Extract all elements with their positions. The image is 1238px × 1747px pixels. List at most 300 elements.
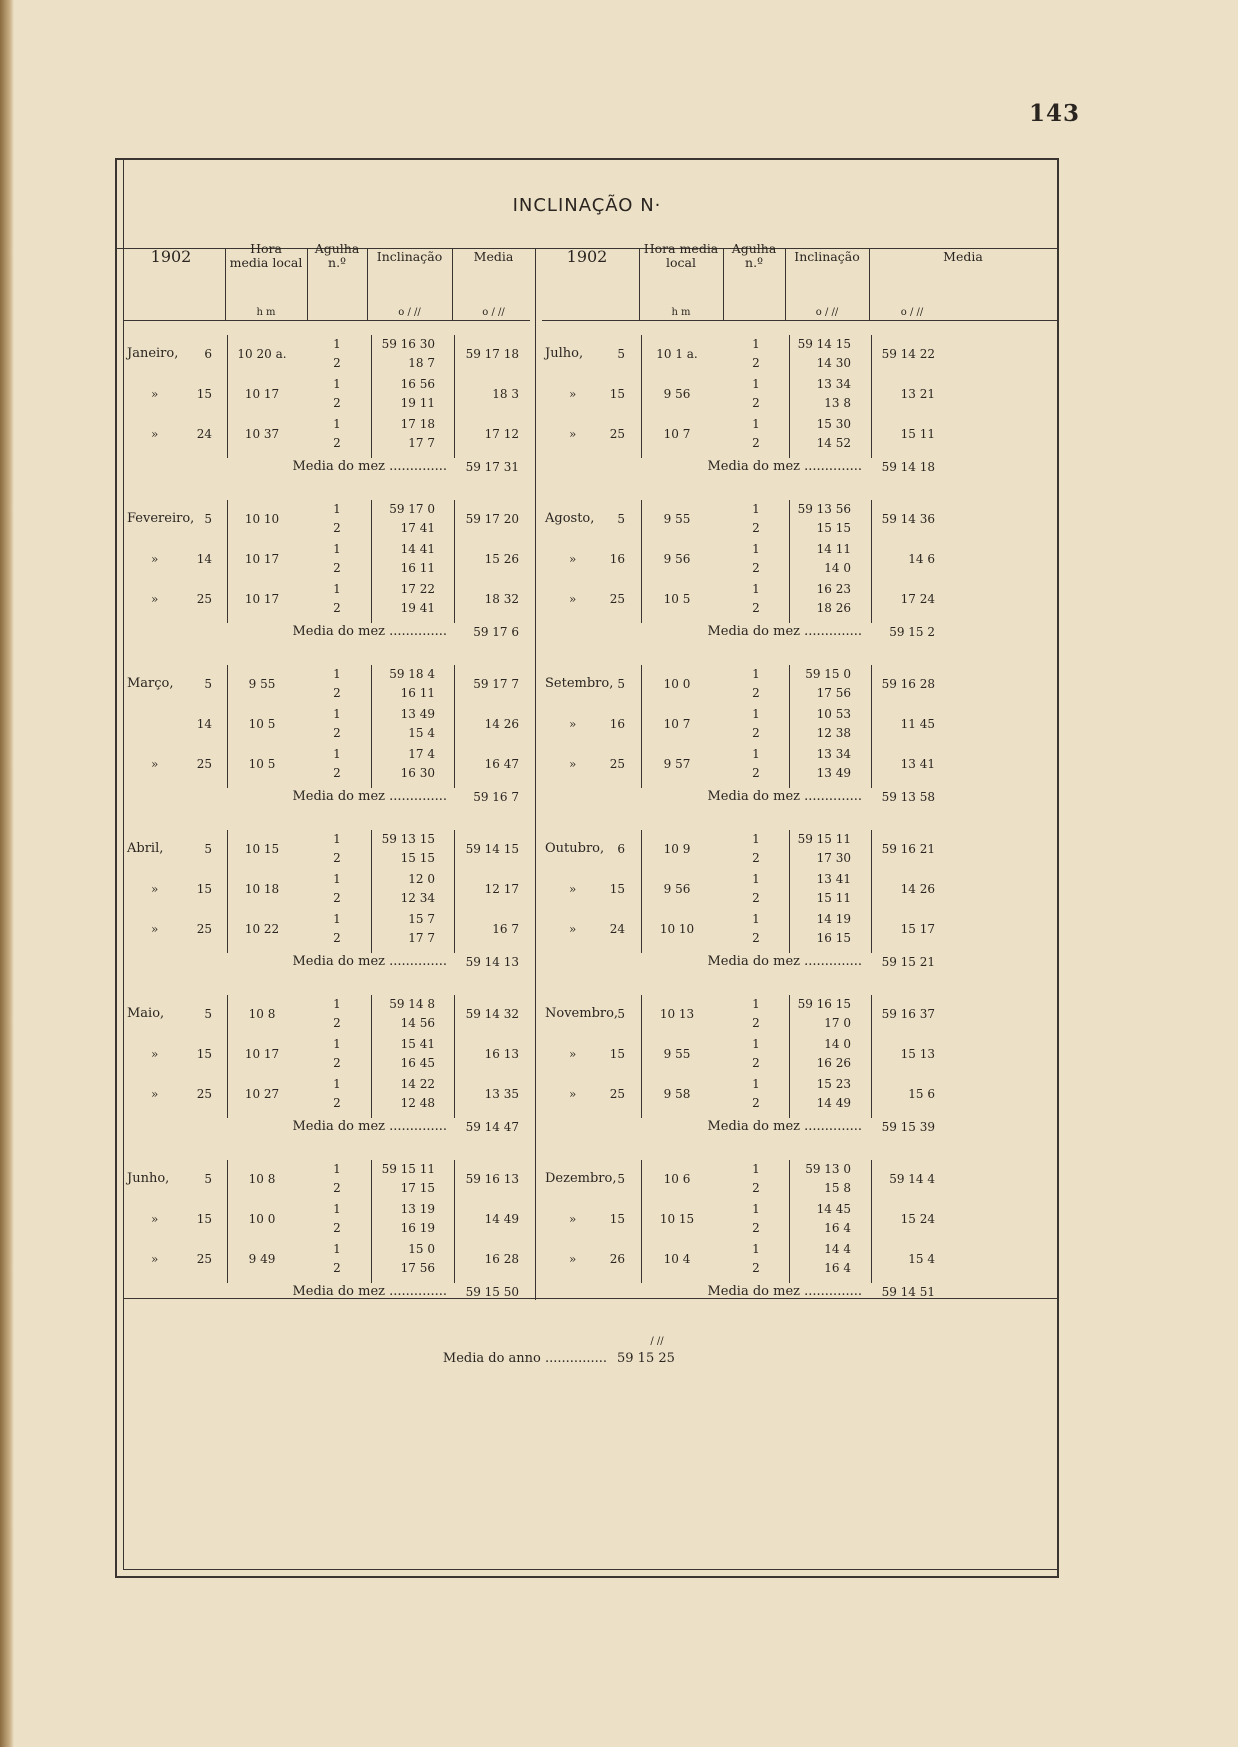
needle-left-5-0-2: 2 [333, 1181, 341, 1195]
media-right-3-2: 15 17 [900, 922, 935, 936]
media-right-0-0: 59 14 22 [881, 347, 935, 361]
hora-left-2-0: 9 55 [248, 677, 276, 691]
inclinacao-right-0-2-2: 14 52 [816, 436, 851, 450]
inclinacao-left-5-0-1: 59 15 11 [381, 1162, 435, 1176]
ditto-mark-right-0-2: » [569, 427, 577, 441]
inclinacao-right-3-2-1: 14 19 [816, 912, 851, 926]
day-right-1-1: 16 [609, 552, 625, 566]
inclinacao-left-1-2-1: 17 22 [400, 582, 435, 596]
month-name-right-3: Outubro, [545, 841, 605, 856]
month-name-left-0: Janeiro, [127, 346, 179, 361]
page-number: 143 [1028, 100, 1080, 127]
hora-right-2-0: 10 0 [663, 677, 691, 691]
media-do-mez-value-right-0: 59 14 18 [881, 460, 935, 474]
inclinacao-right-3-0-1: 59 15 11 [797, 832, 851, 846]
hora-right-4-0: 10 13 [659, 1007, 695, 1021]
inclinacao-right-5-2-2: 16 4 [824, 1261, 851, 1275]
ditto-mark-left-0-1: » [151, 387, 159, 401]
table-frame [115, 158, 1059, 1578]
media-do-mez-value-left-4: 59 14 47 [465, 1120, 519, 1134]
media-left-0-2: 17 12 [484, 427, 519, 441]
ditto-mark-left-3-2: » [151, 922, 159, 936]
day-left-4-2: 25 [196, 1087, 212, 1101]
needle-right-0-0-2: 2 [752, 356, 760, 370]
needle-right-2-1-1: 1 [752, 707, 760, 721]
needle-left-0-1-2: 2 [333, 396, 341, 410]
media-do-mez-value-right-1: 59 15 2 [889, 625, 935, 639]
day-left-0-0: 6 [204, 347, 212, 361]
needle-right-5-0-2: 2 [752, 1181, 760, 1195]
hora-right-5-2: 10 4 [663, 1252, 691, 1266]
inclinacao-right-4-2-2: 14 49 [816, 1096, 851, 1110]
needle-left-1-0-2: 2 [333, 521, 341, 535]
inclinacao-right-4-1-1: 14 0 [824, 1037, 851, 1051]
day-left-3-0: 5 [204, 842, 212, 856]
needle-right-4-0-2: 2 [752, 1016, 760, 1030]
media-do-mez-label-right-5: Media do mez .............. [707, 1284, 862, 1299]
ditto-mark-right-0-1: » [569, 387, 577, 401]
inclinacao-left-2-1-1: 13 49 [400, 707, 435, 721]
day-left-3-1: 15 [196, 882, 212, 896]
needle-right-3-0-1: 1 [752, 832, 760, 846]
anno-value: 59 15 25 [617, 1351, 675, 1366]
inclinacao-right-2-1-2: 12 38 [816, 726, 851, 740]
media-right-2-0: 59 16 28 [881, 677, 935, 691]
inclinacao-left-1-0-1: 59 17 0 [389, 502, 435, 516]
hora-right-0-1: 9 56 [663, 387, 691, 401]
header-divider-right [542, 320, 1057, 321]
hora-left-1-1: 10 17 [244, 552, 280, 566]
hora-right-4-1: 9 55 [663, 1047, 691, 1061]
media-right-1-2: 17 24 [900, 592, 935, 606]
day-left-5-1: 15 [196, 1212, 212, 1226]
day-right-4-0: 5 [617, 1007, 625, 1021]
hora-right-2-2: 9 57 [663, 757, 691, 771]
day-right-1-2: 25 [609, 592, 625, 606]
needle-right-5-2-2: 2 [752, 1261, 760, 1275]
media-left-5-1: 14 49 [484, 1212, 519, 1226]
hora-left-2-2: 10 5 [248, 757, 276, 771]
needle-right-2-0-1: 1 [752, 667, 760, 681]
hora-right-2-1: 10 7 [663, 717, 691, 731]
inclinacao-left-5-1-1: 13 19 [400, 1202, 435, 1216]
hora-right-3-1: 9 56 [663, 882, 691, 896]
ditto-mark-left-1-1: » [151, 552, 159, 566]
inclinacao-left-5-0-2: 17 15 [400, 1181, 435, 1195]
header-agulha-left: Agulha n.º [314, 241, 360, 270]
hora-left-0-2: 10 37 [244, 427, 280, 441]
media-left-0-0: 59 17 18 [465, 347, 519, 361]
hora-left-5-0: 10 8 [248, 1172, 276, 1186]
needle-left-3-1-2: 2 [333, 891, 341, 905]
inclinacao-right-5-0-2: 15 8 [824, 1181, 851, 1195]
header-col-sep-left-1 [307, 248, 308, 320]
inclinacao-left-0-0-1: 59 16 30 [381, 337, 435, 351]
anno-label: Media do anno ............... [442, 1351, 607, 1366]
inclinacao-right-1-0-2: 15 15 [816, 521, 851, 535]
media-left-2-2: 16 47 [484, 757, 519, 771]
inclinacao-right-1-0-1: 59 13 56 [797, 502, 851, 516]
ditto-mark-left-4-1: » [151, 1047, 159, 1061]
media-left-0-1: 18 3 [492, 387, 519, 401]
ditto-mark-right-4-1: » [569, 1047, 577, 1061]
inclinacao-left-1-0-2: 17 41 [400, 521, 435, 535]
inclinacao-right-3-1-1: 13 41 [816, 872, 851, 886]
inclinacao-right-3-0-2: 17 30 [816, 851, 851, 865]
inclinacao-right-1-1-2: 14 0 [824, 561, 851, 575]
needle-right-1-0-1: 1 [752, 502, 760, 516]
needle-left-4-2-2: 2 [333, 1096, 341, 1110]
needle-right-0-2-1: 1 [752, 417, 760, 431]
day-right-2-1: 16 [609, 717, 625, 731]
day-left-2-1: 14 [196, 717, 212, 731]
needle-right-2-2-2: 2 [752, 766, 760, 780]
month-name-left-2: Março, [127, 676, 174, 691]
needle-left-0-2-1: 1 [333, 417, 341, 431]
inclinacao-left-0-0-2: 18 7 [408, 356, 435, 370]
header-divider-left [123, 320, 530, 321]
hora-left-5-1: 10 0 [248, 1212, 276, 1226]
day-right-5-0: 5 [617, 1172, 625, 1186]
day-right-1-0: 5 [617, 512, 625, 526]
needle-left-5-0-1: 1 [333, 1162, 341, 1176]
hora-left-3-1: 10 18 [244, 882, 280, 896]
needle-left-4-1-2: 2 [333, 1056, 341, 1070]
day-right-0-1: 15 [609, 387, 625, 401]
inclinacao-left-4-0-2: 14 56 [400, 1016, 435, 1030]
needle-right-2-2-1: 1 [752, 747, 760, 761]
inclinacao-left-3-0-1: 59 13 15 [381, 832, 435, 846]
ditto-mark-right-1-2: » [569, 592, 577, 606]
hora-left-1-2: 10 17 [244, 592, 280, 606]
needle-right-1-2-2: 2 [752, 601, 760, 615]
center-divider [535, 248, 536, 1300]
media-right-1-0: 59 14 36 [881, 512, 935, 526]
media-do-mez-label-right-2: Media do mez .............. [707, 789, 862, 804]
media-do-mez-label-right-1: Media do mez .............. [707, 624, 862, 639]
inclinacao-right-2-1-1: 10 53 [816, 707, 851, 721]
needle-left-1-0-1: 1 [333, 502, 341, 516]
inclinacao-left-1-2-2: 19 41 [400, 601, 435, 615]
media-do-mez-value-left-2: 59 16 7 [473, 790, 519, 804]
media-left-5-0: 59 16 13 [465, 1172, 519, 1186]
hora-left-1-0: 10 10 [244, 512, 280, 526]
month-name-right-5: Dezembro, [545, 1171, 617, 1186]
needle-left-5-2-1: 1 [333, 1242, 341, 1256]
needle-left-5-1-1: 1 [333, 1202, 341, 1216]
needle-right-5-0-1: 1 [752, 1162, 760, 1176]
month-name-right-2: Setembro, [545, 676, 614, 691]
day-right-2-2: 25 [609, 757, 625, 771]
day-left-1-2: 25 [196, 592, 212, 606]
ditto-mark-left-5-1: » [151, 1212, 159, 1226]
needle-right-1-1-1: 1 [752, 542, 760, 556]
media-do-mez-value-right-3: 59 15 21 [881, 955, 935, 969]
media-left-3-1: 12 17 [484, 882, 519, 896]
needle-right-0-1-2: 2 [752, 396, 760, 410]
needle-left-4-2-1: 1 [333, 1077, 341, 1091]
needle-right-3-2-1: 1 [752, 912, 760, 926]
media-do-mez-value-left-5: 59 15 50 [465, 1285, 519, 1299]
media-left-1-2: 18 32 [484, 592, 519, 606]
ditto-mark-left-0-2: » [151, 427, 159, 441]
media-right-3-0: 59 16 21 [881, 842, 935, 856]
day-left-0-2: 24 [196, 427, 212, 441]
hora-left-0-1: 10 17 [244, 387, 280, 401]
ditto-mark-right-5-1: » [569, 1212, 577, 1226]
inclinacao-right-1-2-1: 16 23 [816, 582, 851, 596]
needle-right-4-0-1: 1 [752, 997, 760, 1011]
media-right-5-2: 15 4 [908, 1252, 935, 1266]
needle-right-5-1-1: 1 [752, 1202, 760, 1216]
inclinacao-right-4-0-2: 17 0 [824, 1016, 851, 1030]
needle-left-3-2-1: 1 [333, 912, 341, 926]
table-title: INCLINAÇÃO N· [512, 195, 662, 216]
header-hora-right: Hora media local [643, 241, 719, 270]
inclinacao-left-2-1-2: 15 4 [408, 726, 435, 740]
needle-right-0-1-1: 1 [752, 377, 760, 391]
ditto-mark-left-3-1: » [151, 882, 159, 896]
needle-left-4-1-1: 1 [333, 1037, 341, 1051]
inclinacao-right-2-0-2: 17 56 [816, 686, 851, 700]
needle-left-1-1-1: 1 [333, 542, 341, 556]
needle-right-3-2-2: 2 [752, 931, 760, 945]
units-inclinacao-right: o / // [815, 307, 839, 318]
inclinacao-right-2-0-1: 59 15 0 [805, 667, 851, 681]
inclinacao-left-3-2-2: 17 7 [408, 931, 435, 945]
needle-right-0-2-2: 2 [752, 436, 760, 450]
month-name-right-0: Julho, [545, 346, 584, 361]
media-left-1-0: 59 17 20 [465, 512, 519, 526]
media-left-2-0: 59 17 7 [473, 677, 519, 691]
media-left-3-0: 59 14 15 [465, 842, 519, 856]
needle-right-2-1-2: 2 [752, 726, 760, 740]
day-right-2-0: 5 [617, 677, 625, 691]
day-right-5-1: 15 [609, 1212, 625, 1226]
inclinacao-left-4-2-1: 14 22 [400, 1077, 435, 1091]
media-right-2-2: 13 41 [900, 757, 935, 771]
needle-left-2-1-1: 1 [333, 707, 341, 721]
inclinacao-left-4-1-2: 16 45 [400, 1056, 435, 1070]
needle-left-2-2-2: 2 [333, 766, 341, 780]
ditto-mark-right-3-1: » [569, 882, 577, 896]
inclinacao-left-0-2-1: 17 18 [400, 417, 435, 431]
day-left-4-1: 15 [196, 1047, 212, 1061]
header-inclinacao-left: Inclinação [376, 249, 443, 264]
inclinacao-left-5-1-2: 16 19 [400, 1221, 435, 1235]
ditto-mark-left-4-2: » [151, 1087, 159, 1101]
media-do-mez-label-left-2: Media do mez .............. [292, 789, 447, 804]
inclinacao-left-2-0-1: 59 18 4 [389, 667, 435, 681]
hora-right-1-0: 9 55 [663, 512, 691, 526]
month-name-right-1: Agosto, [545, 511, 595, 526]
inclinacao-left-3-0-2: 15 15 [400, 851, 435, 865]
inclinacao-left-5-2-2: 17 56 [400, 1261, 435, 1275]
needle-left-1-1-2: 2 [333, 561, 341, 575]
inclinacao-right-0-0-2: 14 30 [816, 356, 851, 370]
media-do-mez-value-left-1: 59 17 6 [473, 625, 519, 639]
media-do-mez-value-left-0: 59 17 31 [465, 460, 519, 474]
units-hora-left: h m [256, 307, 276, 318]
needle-left-3-2-2: 2 [333, 931, 341, 945]
needle-left-0-1-1: 1 [333, 377, 341, 391]
inclinacao-right-4-1-2: 16 26 [816, 1056, 851, 1070]
needle-right-4-1-2: 2 [752, 1056, 760, 1070]
header-inclinacao-right: Inclinação [794, 249, 860, 264]
needle-right-4-2-2: 2 [752, 1096, 760, 1110]
needle-right-5-2-1: 1 [752, 1242, 760, 1256]
needle-left-2-1-2: 2 [333, 726, 341, 740]
media-do-mez-label-left-1: Media do mez .............. [292, 624, 447, 639]
inclinacao-right-1-2-2: 18 26 [816, 601, 851, 615]
inclinacao-left-4-2-2: 12 48 [400, 1096, 435, 1110]
header-media-right: Media [943, 249, 983, 264]
day-right-3-2: 24 [609, 922, 625, 936]
hora-left-2-1: 10 5 [248, 717, 276, 731]
hora-left-4-0: 10 8 [248, 1007, 276, 1021]
day-right-4-1: 15 [609, 1047, 625, 1061]
media-do-mez-label-left-0: Media do mez .............. [292, 459, 447, 474]
media-right-4-0: 59 16 37 [881, 1007, 935, 1021]
needle-left-4-0-1: 1 [333, 997, 341, 1011]
media-left-2-1: 14 26 [484, 717, 519, 731]
needle-left-1-2-2: 2 [333, 601, 341, 615]
header-year-right: 1902 [566, 247, 608, 266]
media-left-4-1: 16 13 [484, 1047, 519, 1061]
units-media-left: o / // [482, 307, 505, 318]
month-name-left-5: Junho, [127, 1171, 170, 1186]
media-right-4-2: 15 6 [908, 1087, 935, 1101]
needle-left-0-2-2: 2 [333, 436, 341, 450]
inclinacao-right-5-0-1: 59 13 0 [805, 1162, 851, 1176]
needle-right-3-1-2: 2 [752, 891, 760, 905]
hora-right-1-2: 10 5 [663, 592, 691, 606]
needle-right-5-1-2: 2 [752, 1221, 760, 1235]
inclinacao-right-0-0-1: 59 14 15 [797, 337, 851, 351]
media-right-0-2: 15 11 [900, 427, 935, 441]
day-left-2-2: 25 [196, 757, 212, 771]
media-left-5-2: 16 28 [484, 1252, 519, 1266]
media-right-3-1: 14 26 [900, 882, 935, 896]
inclinacao-left-1-1-1: 14 41 [400, 542, 435, 556]
hora-left-3-0: 10 15 [244, 842, 280, 856]
ditto-mark-right-5-2: » [569, 1252, 577, 1266]
ditto-mark-right-2-2: » [569, 757, 577, 771]
inclinacao-left-3-1-2: 12 34 [400, 891, 435, 905]
needle-left-2-0-2: 2 [333, 686, 341, 700]
media-left-1-1: 15 26 [484, 552, 519, 566]
media-do-mez-label-left-3: Media do mez .............. [292, 954, 447, 969]
day-left-5-0: 5 [204, 1172, 212, 1186]
inclinacao-left-2-0-2: 16 11 [400, 686, 435, 700]
inclinacao-right-0-1-1: 13 34 [816, 377, 851, 391]
ditto-mark-right-3-2: » [569, 922, 577, 936]
media-right-5-0: 59 14 4 [889, 1172, 935, 1186]
day-right-0-2: 25 [609, 427, 625, 441]
inclinacao-left-4-1-1: 15 41 [400, 1037, 435, 1051]
needle-right-1-2-1: 1 [752, 582, 760, 596]
ditto-mark-right-2-1: » [569, 717, 577, 731]
needle-right-3-1-1: 1 [752, 872, 760, 886]
day-left-1-1: 14 [196, 552, 212, 566]
hora-left-4-2: 10 27 [244, 1087, 280, 1101]
anno-units: / // [650, 1336, 664, 1347]
needle-left-4-0-2: 2 [333, 1016, 341, 1030]
month-name-left-3: Abril, [127, 841, 164, 856]
inclinacao-left-0-1-2: 19 11 [400, 396, 435, 410]
inclinacao-left-1-1-2: 16 11 [400, 561, 435, 575]
header-media-left: Media [473, 249, 514, 264]
units-hora-right: h m [671, 307, 691, 318]
ditto-mark-left-5-2: » [151, 1252, 159, 1266]
needle-right-0-0-1: 1 [752, 337, 760, 351]
media-right-0-1: 13 21 [900, 387, 935, 401]
day-left-2-0: 5 [204, 677, 212, 691]
day-left-1-0: 5 [204, 512, 212, 526]
ditto-mark-left-1-2: » [151, 592, 159, 606]
inclinacao-right-3-2-2: 16 15 [816, 931, 851, 945]
hora-right-0-2: 10 7 [663, 427, 691, 441]
day-left-4-0: 5 [204, 1007, 212, 1021]
inclinacao-right-4-2-1: 15 23 [816, 1077, 851, 1091]
media-do-mez-label-left-4: Media do mez .............. [292, 1119, 447, 1134]
page-binding-edge [0, 0, 14, 1747]
month-name-left-1: Fevereiro, [127, 511, 195, 526]
needle-left-0-0-1: 1 [333, 337, 341, 351]
media-do-mez-label-right-3: Media do mez .............. [707, 954, 862, 969]
media-right-5-1: 15 24 [900, 1212, 935, 1226]
month-name-left-4: Maio, [127, 1006, 165, 1021]
hora-right-1-1: 9 56 [663, 552, 691, 566]
hora-left-4-1: 10 17 [244, 1047, 280, 1061]
day-left-5-2: 25 [196, 1252, 212, 1266]
needle-left-1-2-1: 1 [333, 582, 341, 596]
needle-left-2-2-1: 1 [333, 747, 341, 761]
hora-right-3-2: 10 10 [659, 922, 695, 936]
day-right-3-1: 15 [609, 882, 625, 896]
inclinacao-right-0-1-2: 13 8 [824, 396, 851, 410]
needle-right-4-1-1: 1 [752, 1037, 760, 1051]
media-right-4-1: 15 13 [900, 1047, 935, 1061]
media-right-2-1: 11 45 [900, 717, 935, 731]
needle-left-2-0-1: 1 [333, 667, 341, 681]
needle-right-3-0-2: 2 [752, 851, 760, 865]
inclinacao-left-2-2-1: 17 4 [408, 747, 435, 761]
needle-right-1-0-2: 2 [752, 521, 760, 535]
needle-right-4-2-1: 1 [752, 1077, 760, 1091]
day-right-0-0: 5 [617, 347, 625, 361]
inclinacao-right-5-1-1: 14 45 [816, 1202, 851, 1216]
hora-left-5-2: 9 49 [248, 1252, 276, 1266]
inclinacao-right-5-1-2: 16 4 [824, 1221, 851, 1235]
inclinacao-left-0-1-1: 16 56 [400, 377, 435, 391]
inclinacao-left-4-0-1: 59 14 8 [389, 997, 435, 1011]
needle-left-5-2-2: 2 [333, 1261, 341, 1275]
media-do-mez-value-right-5: 59 14 51 [881, 1285, 935, 1299]
day-right-4-2: 25 [609, 1087, 625, 1101]
inclinacao-right-2-2-2: 13 49 [816, 766, 851, 780]
hora-left-0-0: 10 20 a. [237, 347, 287, 361]
inclinacao-left-5-2-1: 15 0 [408, 1242, 435, 1256]
inclinacao-left-3-2-1: 15 7 [408, 912, 435, 926]
units-inclinacao-left: o / // [398, 307, 421, 318]
units-media-right: o / // [900, 307, 924, 318]
media-left-4-2: 13 35 [484, 1087, 519, 1101]
needle-right-2-0-2: 2 [752, 686, 760, 700]
media-do-mez-label-right-4: Media do mez .............. [707, 1119, 862, 1134]
inclinacao-right-4-0-1: 59 16 15 [797, 997, 851, 1011]
ditto-mark-left-2-2: » [151, 757, 159, 771]
